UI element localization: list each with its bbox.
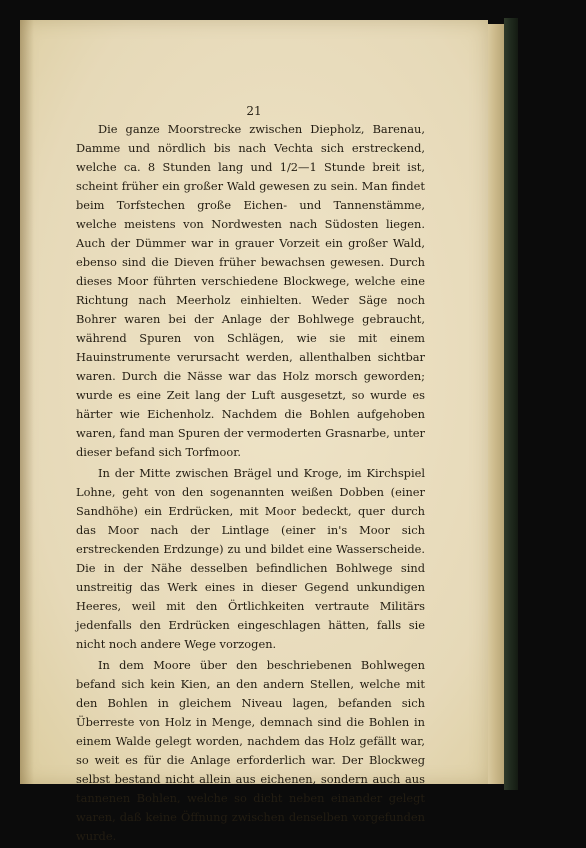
book-spine xyxy=(504,18,518,790)
page-gutter-shadow xyxy=(20,20,34,784)
paragraph-1: Die ganze Moorstrecke zwischen Diepholz, Barenau, Damme und nördlich bis nach Vechta sich erstreckend, welche ca. 8 Stunden lang und 1/2—1 Stunde breit ist, scheint früher ein großer Wald gewesen zu sein. Man findet beim Torfstechen große Eichen- und Tannenstämme, welche meistens von Nordwesten nach Südosten liegen. Auch der Dümmer war in grauer Vorzeit ein großer Wald, ebenso sind die Dieven früher bewachsen gewesen. Durch dieses Moor führten verschiedene Blockwege, welche eine Richtung nach Meerholz einhielten. Weder Säge noch Bohrer waren bei der Anlage der Bohlwege gebraucht, während Spuren von Schlägen, wie sie mit einem Hauinstrumente verursacht werden, allenthalben sichtbar waren. Durch die Nässe war das Holz morsch geworden; wurde es eine Zeit lang der Luft ausgesetzt, so wurde es härter wie Eichenholz. Nachdem die Bohlen aufgehoben waren, fand man Spuren der vermoderten Grasnarbe, unter dieser befand sich Torfmoor. xyxy=(76,122,425,459)
page-number: 21 xyxy=(246,104,262,118)
page-edges xyxy=(488,24,504,784)
body-text xyxy=(76,120,425,848)
paragraph-3: In dem Moore über den beschriebenen Bohlwegen befand sich kein Kien, an den andern Stellen, welche mit den Bohlen in gleichem Niveau lagen, befanden sich Überreste von Holz in Menge, demnach sind die Bohlen in einem Walde gelegt worden, nachdem das Holz gefällt war, so weit es für die Anlage erforderlich war. Der Blockweg selbst bestand nicht allein aus eichenen, sondern auch aus tannenen Bohlen, welche so dicht neben einander gelegt waren, daß keine Öffnung zwischen denselben vorgefunden wurde. xyxy=(76,658,425,843)
book-page xyxy=(20,20,488,843)
paragraph-2: In der Mitte zwischen Brägel und Kroge, im Kirchspiel Lohne, geht von den sogenannten weißen Dobben (einer Sandhöhe) ein Erdrücken, mit Moor bedeckt, quer durch das Moor nach der Lintlage (einer in's Moor sich erstreckenden Erdzunge) zu und bildet eine Wasserscheide. Die in der Nähe desselben befindlichen Bohlwege sind unstreitig das Werk eines in dieser Gegend unkundigen Heeres, weil mit den Örtlichkeiten vertraute Militärs jedenfalls den Erdrücken eingeschlagen hätten, falls sie nicht noch andere Wege vorzogen. xyxy=(76,466,425,651)
